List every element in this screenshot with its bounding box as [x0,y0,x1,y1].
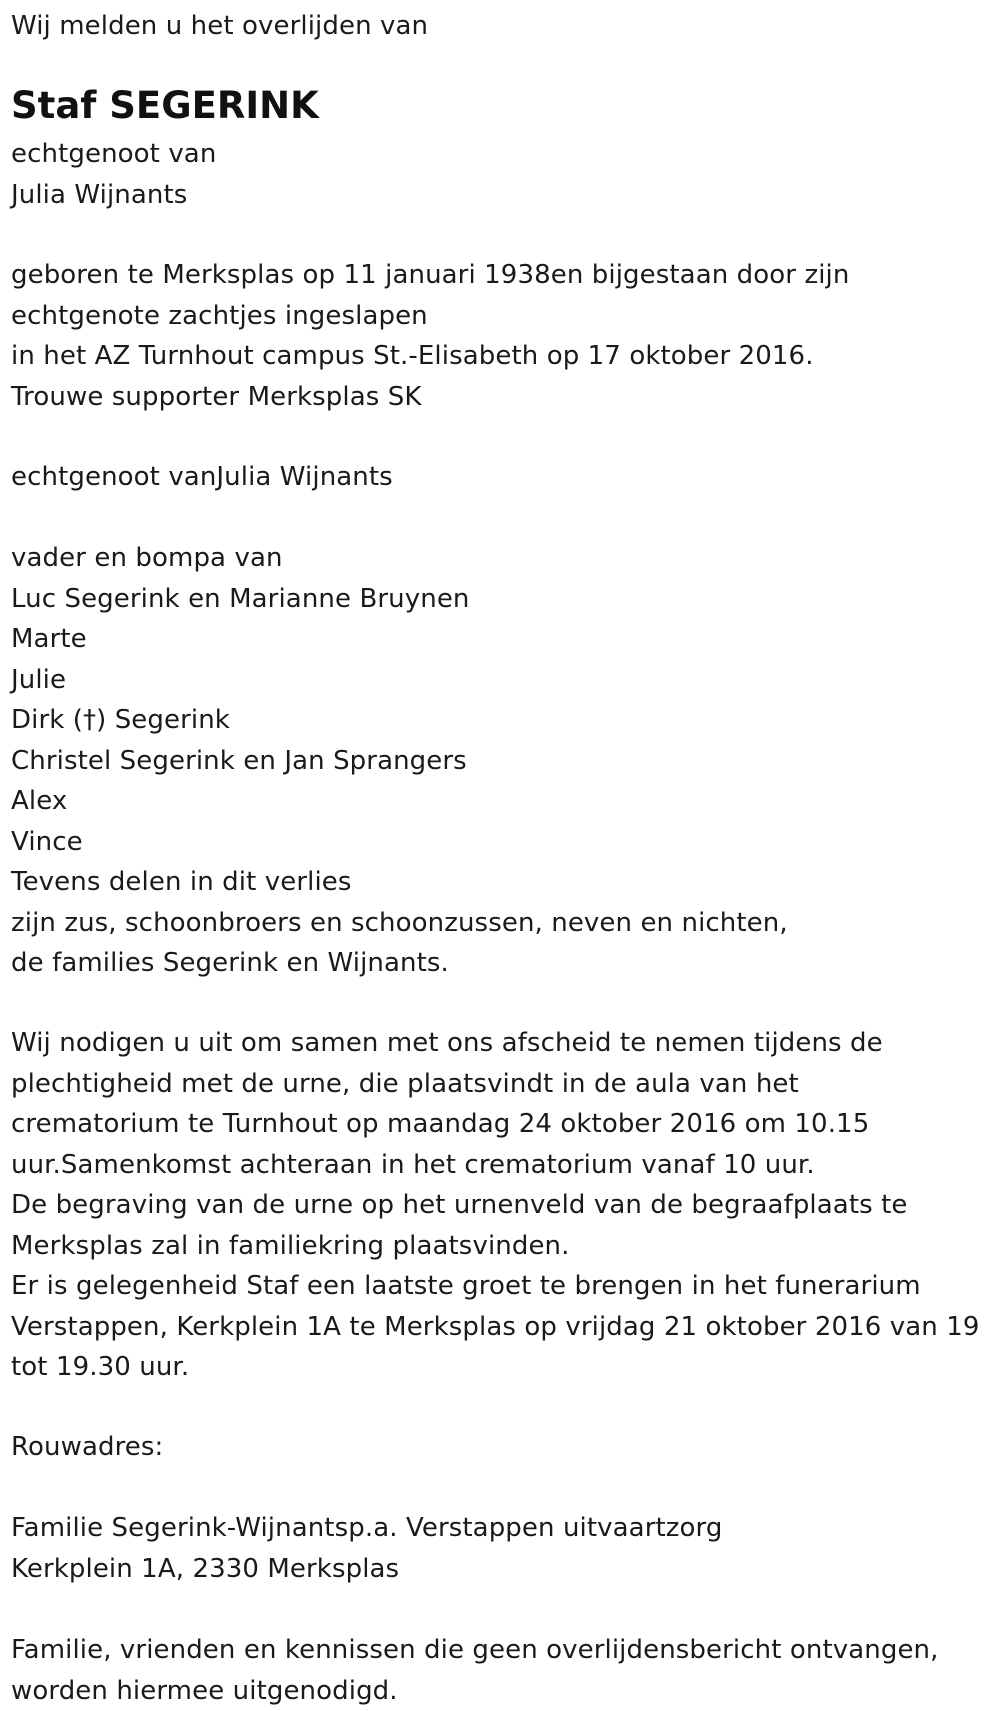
family-line: Julie [11,660,788,701]
ceremony-line: uur.Samenkomst achteraan in het crematorium vanaf 10 uur. [11,1145,980,1186]
family-line: Tevens delen in dit verlies [11,862,788,903]
ceremony-line: De begraving van de urne op het urnenveld van de begraafplaats te [11,1185,980,1226]
address-block [11,1508,722,1589]
family-line: Alex [11,781,788,822]
spouse-line-block [11,457,393,498]
address-line: Familie Segerink-Wijnantsp.a. Verstappen uitvaartzorg [11,1508,722,1549]
closing-line: Familie, vrienden en kennissen die geen overlijdensbericht ontvangen, [11,1630,939,1671]
address-label: Rouwadres: [11,1427,163,1468]
address-line: Kerkplein 1A, 2330 Merksplas [11,1549,722,1590]
ceremony-line: crematorium te Turnhout op maandag 24 oktober 2016 om 10.15 [11,1104,980,1145]
ceremony-line: tot 19.30 uur. [11,1347,980,1388]
ceremony-block [11,1023,980,1388]
family-line: Dirk (†) Segerink [11,700,788,741]
family-line: zijn zus, schoonbroers en schoonzussen, neven en nichten, [11,903,788,944]
ceremony-line: Verstappen, Kerkplein 1A te Merksplas op vrijdag 21 oktober 2016 van 19 [11,1307,980,1348]
closing-line: worden hiermee uitgenodigd. [11,1671,939,1711]
spouse-line: echtgenoot vanJulia Wijnants [11,457,393,498]
spouse-label: echtgenoot van [11,134,216,175]
intro-text: Wij melden u het overlijden van [11,6,428,47]
birth-death-block [11,255,849,417]
ceremony-line: plechtigheid met de urne, die plaatsvindt in de aula van het [11,1064,980,1105]
family-block [11,538,788,984]
address-label-block [11,1427,163,1468]
family-line: Luc Segerink en Marianne Bruynen [11,579,788,620]
ceremony-line: Merksplas zal in familiekring plaatsvinden. [11,1226,980,1267]
text-line: geboren te Merksplas op 11 januari 1938en bijgestaan door zijn [11,255,849,296]
closing-block [11,1630,939,1711]
spouse-block [11,134,216,215]
family-line: de families Segerink en Wijnants. [11,943,788,984]
family-line: Vince [11,822,788,863]
deceased-name: Staf SEGERINK [11,82,319,130]
text-line: echtgenote zachtjes ingeslapen [11,296,849,337]
ceremony-line: Wij nodigen u uit om samen met ons afscheid te nemen tijdens de [11,1023,980,1064]
family-line: Marte [11,619,788,660]
text-line: Trouwe supporter Merksplas SK [11,377,849,418]
spouse-name: Julia Wijnants [11,175,216,216]
ceremony-line: Er is gelegenheid Staf een laatste groet te brengen in het funerarium [11,1266,980,1307]
family-line: Christel Segerink en Jan Sprangers [11,741,788,782]
text-line: in het AZ Turnhout campus St.-Elisabeth op 17 oktober 2016. [11,336,849,377]
family-line: vader en bompa van [11,538,788,579]
